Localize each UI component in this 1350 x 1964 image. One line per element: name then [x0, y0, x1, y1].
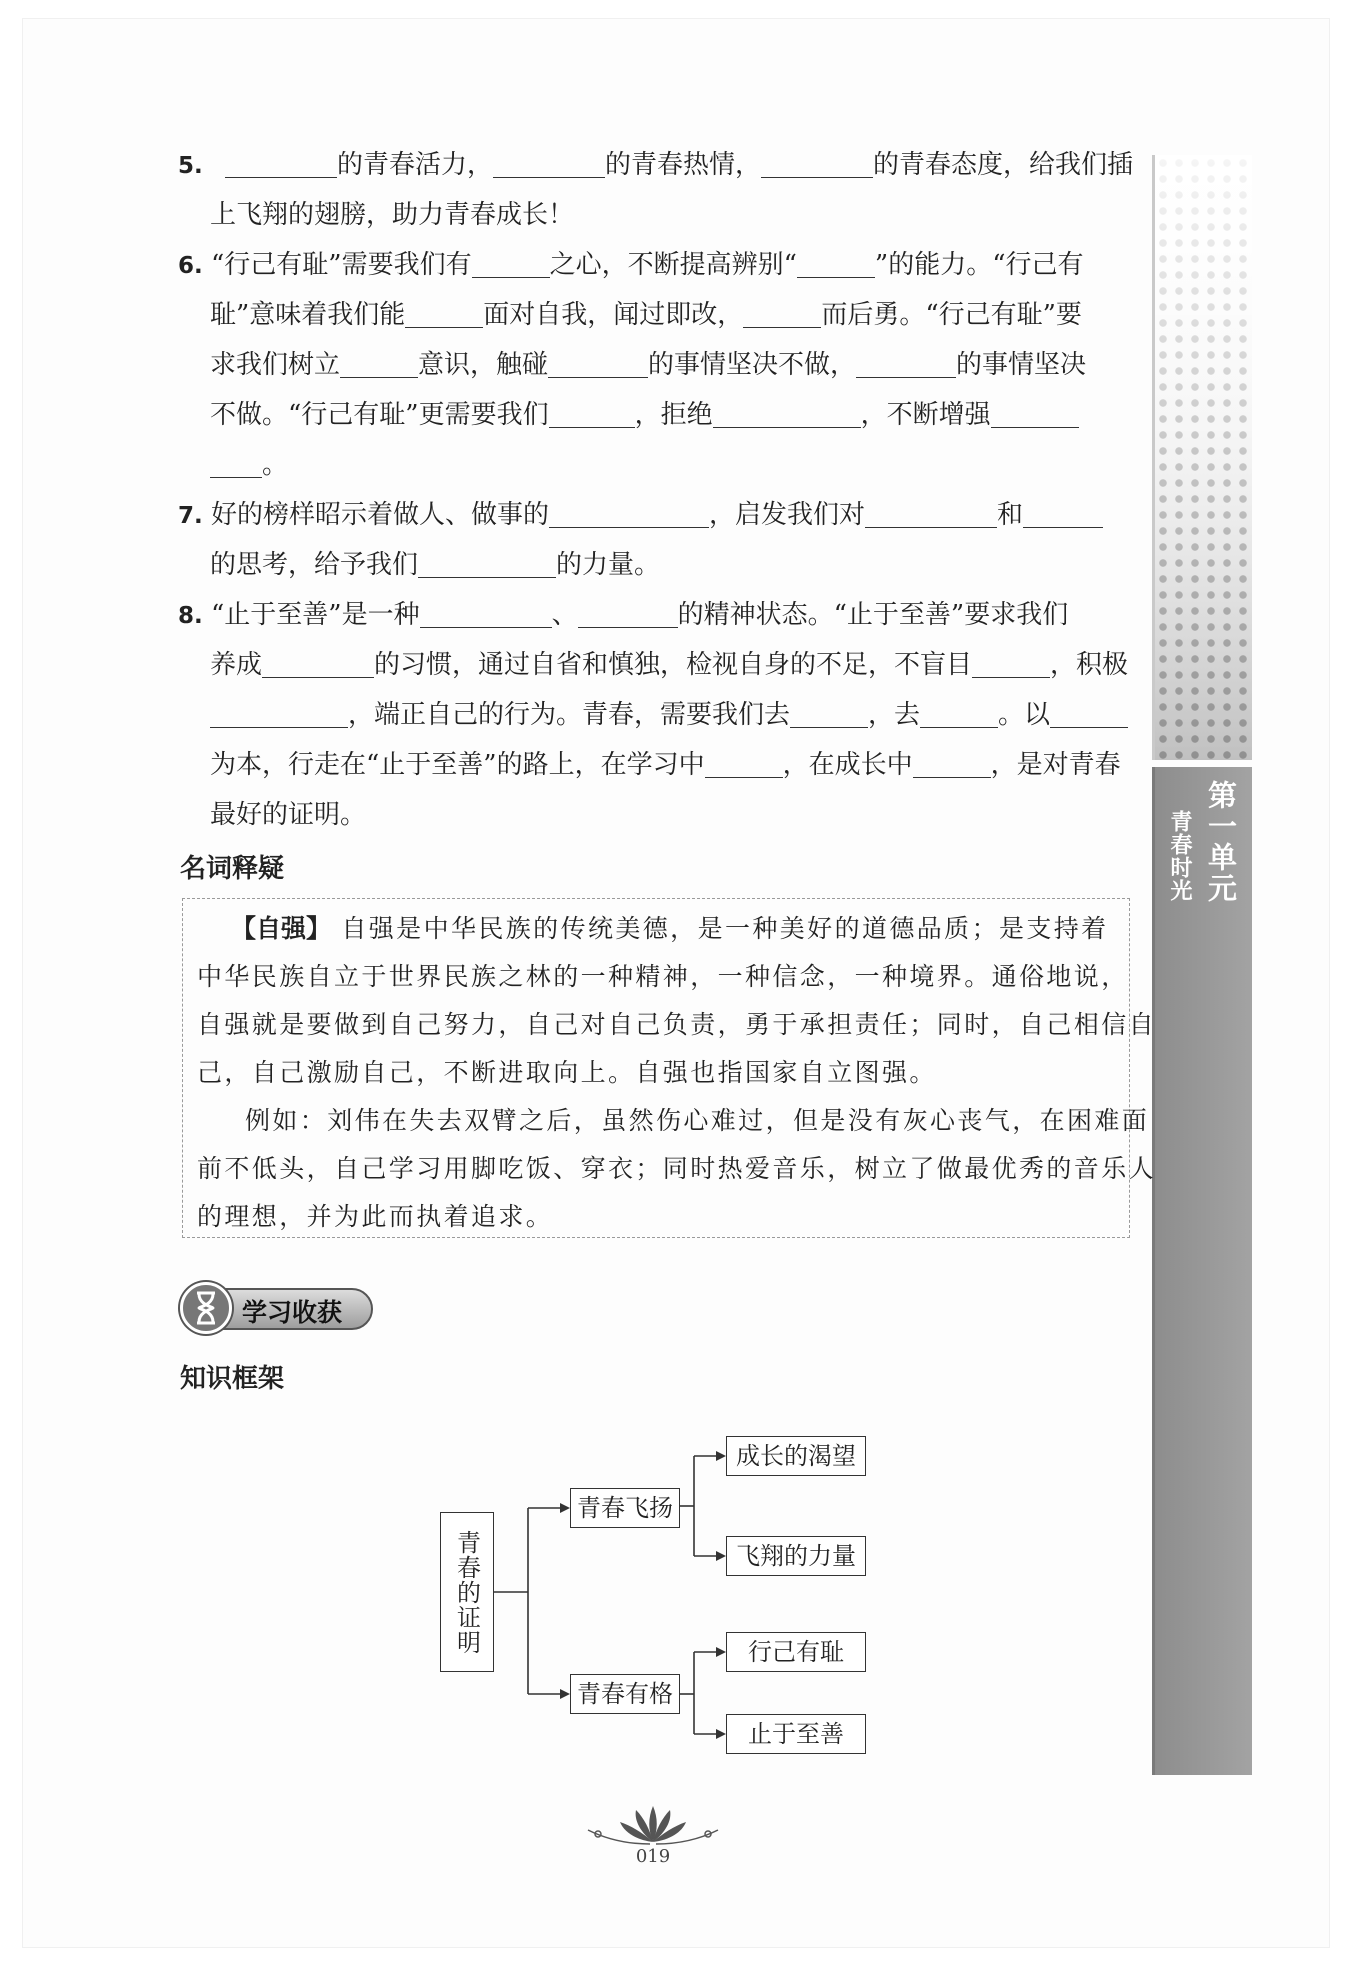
question-7-line-1 — [178, 495, 1103, 535]
answer-blank[interactable] — [420, 598, 552, 628]
question-text: 的青春态度，给我们插 — [873, 150, 1134, 180]
answer-blank[interactable] — [713, 398, 861, 428]
answer-blank[interactable] — [225, 148, 337, 178]
question-text: ，端正自己的行为。青春，需要我们去 — [348, 700, 791, 730]
glossary-line: 中华民族自立于世界民族之林的一种精神，一种信念，一种境界。通俗地说， — [197, 962, 1129, 991]
unit-side-tab — [1152, 155, 1252, 1775]
question-text: 意识，触碰 — [418, 350, 549, 380]
question-text: “止于至善”是一种 — [211, 600, 420, 630]
question-6-line-4 — [178, 395, 1079, 435]
answer-blank[interactable] — [920, 698, 998, 728]
question-text: ，启发我们对 — [709, 500, 866, 530]
question-8-line-1 — [178, 595, 1068, 635]
question-text: 面对自我，闻过即改， — [483, 300, 744, 330]
framework-leaf: 成长的渴望 — [726, 1436, 866, 1476]
answer-blank[interactable] — [972, 648, 1050, 678]
answer-blank[interactable] — [797, 248, 875, 278]
question-text: 耻”意味着我们能 — [210, 300, 406, 330]
answer-blank[interactable] — [262, 648, 374, 678]
question-6-line-2 — [178, 295, 1082, 335]
question-text: 的力量。 — [556, 550, 661, 580]
question-text: 的事情坚决 — [956, 350, 1087, 380]
learning-badge — [180, 1282, 375, 1334]
question-7-line-2 — [178, 545, 660, 585]
glossary-title: 名词释疑 — [180, 854, 285, 884]
question-text: ，积极 — [1050, 650, 1129, 680]
question-text: 而后勇。“行己有耻”要 — [821, 300, 1082, 330]
framework-title: 知识框架 — [180, 1364, 285, 1394]
glossary-term: 【自强】 — [231, 914, 332, 943]
question-text: 求我们树立 — [210, 350, 341, 380]
question-text: 的事情坚决不做， — [648, 350, 857, 380]
answer-blank[interactable] — [1050, 698, 1128, 728]
glossary-text: 自强是中华民族的传统美德，是一种美好的道德品质；是支持着 — [341, 914, 1109, 943]
answer-blank[interactable] — [1023, 498, 1103, 528]
unit-subtitle: 青春时光 — [1167, 810, 1193, 902]
question-6-line-3 — [178, 345, 1086, 385]
badge-label: 学习收获 — [242, 1298, 343, 1327]
answer-blank[interactable] — [405, 298, 483, 328]
question-text: 、 — [551, 600, 578, 630]
side-tab-pattern — [1152, 155, 1252, 760]
answer-blank[interactable] — [340, 348, 418, 378]
question-text: 的习惯，通过自省和慎独，检视自身的不足，不盲目 — [374, 650, 973, 680]
glossary-line: 自强就是要做到自己努力，自己对自己负责，勇于承担责任；同时，自己相信自 — [197, 1010, 1157, 1039]
question-8-line-2 — [178, 645, 1128, 685]
question-text: 之心，不断提高辨别“ — [549, 250, 797, 280]
question-text: 的精神状态。“止于至善”要求我们 — [677, 600, 1069, 630]
question-text: ，不断增强 — [860, 400, 991, 430]
question-text: 养成 — [210, 650, 263, 680]
question-text: 的思考，给予我们 — [210, 550, 419, 580]
hourglass-icon — [180, 1282, 232, 1334]
side-tab-band — [1152, 767, 1252, 1775]
question-5-line-1 — [178, 145, 1133, 185]
framework-branch: 青春有格 — [570, 1674, 680, 1714]
framework-leaf: 飞翔的力量 — [726, 1536, 866, 1576]
answer-blank[interactable] — [210, 448, 262, 478]
answer-blank[interactable] — [418, 548, 556, 578]
question-text: ，去 — [868, 700, 921, 730]
question-text: “行己有耻”需要我们有 — [211, 250, 472, 280]
question-number: 7. — [178, 503, 203, 529]
question-number: 5. — [178, 153, 203, 179]
question-text: 。 — [262, 450, 289, 480]
answer-blank[interactable] — [472, 248, 550, 278]
answer-blank[interactable] — [991, 398, 1079, 428]
answer-blank[interactable] — [743, 298, 821, 328]
question-text: 和 — [997, 500, 1024, 530]
page-number: 019 — [635, 1846, 671, 1867]
answer-blank[interactable] — [578, 598, 678, 628]
answer-blank[interactable] — [705, 748, 783, 778]
answer-blank[interactable] — [549, 498, 709, 528]
question-text: 。以 — [998, 700, 1051, 730]
question-text: ，在成长中 — [782, 750, 913, 780]
question-text: ”的能力。“行己有 — [874, 250, 1084, 280]
question-text: 为本，行走在“止于至善”的路上，在学习中 — [210, 750, 705, 780]
unit-label: 第一单元 — [1204, 780, 1238, 904]
framework-leaf: 行己有耻 — [726, 1632, 866, 1672]
glossary-box — [182, 898, 1157, 1238]
answer-blank[interactable] — [913, 748, 991, 778]
question-text: 不做。“行己有耻”更需要我们 — [210, 400, 549, 430]
question-text: ，是对青春 — [990, 750, 1121, 780]
answer-blank[interactable] — [548, 348, 648, 378]
answer-blank[interactable] — [210, 698, 348, 728]
answer-blank[interactable] — [856, 348, 956, 378]
framework-branch: 青春飞扬 — [570, 1488, 680, 1528]
glossary-line — [231, 905, 1109, 953]
question-number: 6. — [178, 253, 203, 279]
question-6-line-5 — [178, 445, 288, 485]
question-text: 的青春热情， — [605, 150, 762, 180]
answer-blank[interactable] — [865, 498, 997, 528]
glossary-line: 的理想，并为此而执着追求。 — [197, 1202, 554, 1231]
answer-blank[interactable] — [549, 398, 635, 428]
question-8-line-4 — [178, 745, 1121, 785]
answer-blank[interactable] — [790, 698, 868, 728]
answer-blank[interactable] — [761, 148, 873, 178]
glossary-line: 己，自己激励自己，不断进取向上。自强也指国家自立图强。 — [197, 1058, 937, 1087]
question-text: 的青春活力， — [337, 150, 494, 180]
question-text: ，拒绝 — [634, 400, 713, 430]
question-text: 好的榜样昭示着做人、做事的 — [211, 500, 550, 530]
answer-blank[interactable] — [493, 148, 605, 178]
question-8-line-3 — [178, 695, 1128, 735]
question-5-line-2: 上飞翔的翅膀，助力青春成长！ — [210, 200, 575, 230]
question-6-line-1 — [178, 245, 1084, 285]
glossary-line: 前不低头，自己学习用脚吃饭、穿衣；同时热爱音乐，树立了做最优秀的音乐人 — [197, 1154, 1157, 1183]
question-8-line-5: 最好的证明。 — [210, 800, 367, 830]
glossary-line: 例如：刘伟在失去双臂之后，虽然伤心难过，但是没有灰心丧气，在困难面 — [245, 1106, 1150, 1135]
question-number: 8. — [178, 603, 203, 629]
framework-leaf: 止于至善 — [726, 1714, 866, 1754]
framework-root: 青春的证明 — [440, 1512, 494, 1672]
